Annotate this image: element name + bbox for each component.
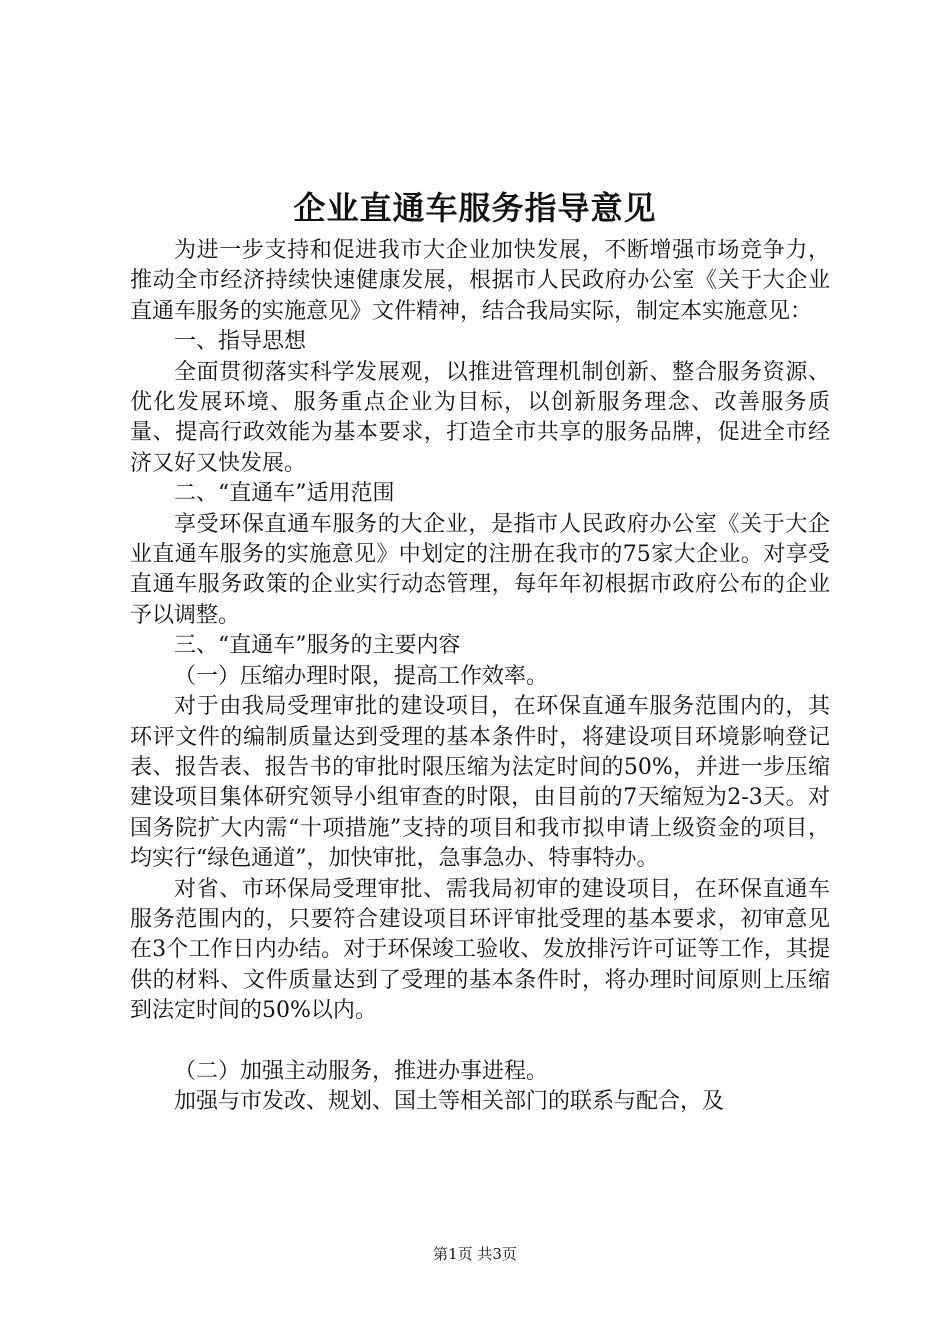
heading-guiding-ideology: 一、指导思想 (174, 329, 307, 355)
paragraph-scope: 享受环保直通车服务的大企业，是指市人民政府办公室《关于大企业直通车服务的实施意见》中划定的注册在我市的75家大企业。对享受直通车服务政策的企业实行动态管理，每年年初根据市政府公布的企业予以调整。 (130, 511, 830, 628)
paragraph-guiding-ideology: 全面贯彻落实科学发展观，以推进管理机制创新、整合服务资源、优化发展环境、服务重点企业为目标，以创新服务理念、改善服务质量、提高行政效能为基本要求，打造全市共享的服务品牌，促进全市经济又好又快发展。 (130, 359, 830, 476)
paragraph-intro: 为进一步支持和促进我市大企业加快发展，不断增强市场竞争力，推动全市经济持续快速健康发展，根据市人民政府办公室《关于大企业直通车服务的实施意见》文件精神，结合我局实际，制定本实施意见： (130, 238, 830, 324)
heading-main-content: 三、“直通车”服务的主要内容 (174, 633, 461, 659)
page-number: 第1页 共3页 (433, 1245, 517, 1263)
paragraph-compress-time-2: 对省、市环保局受理审批、需我局初审的建设项目，在环保直通车服务范围内的，只要符合建设项目环评审批受理的基本要求，初审意见在3个工作日内办结。对于环保竣工验收、发放排污许可证等工作，其提供的材料、文件质量达到了受理的基本条件时，将办理时间原则上压缩到法定时间的50%以内。 (130, 876, 830, 1024)
paragraph-compress-time-1: 对于由我局受理审批的建设项目，在环保直通车服务范围内的，其环评文件的编制质量达到受理的基本条件时，将建设项目环境影响登记表、报告表、报告书的审批时限压缩为法定时间的50%，并进一步压缩建设项目集体研究领导小组审查的时限，由目前的7天缩短为2-3天。对国务院扩大内需“十项措施”支持的项目和我市拟申请上级资金的项目，均实行“绿色通道”，加快审批，急事急办、特事特办。 (130, 694, 830, 872)
paragraph-active-service: 加强与市发改、规划、国土等相关部门的联系与配合，及 (174, 1088, 725, 1114)
heading-scope: 二、“直通车”适用范围 (174, 481, 395, 507)
document-title: 企业直通车服务指导意见 (293, 189, 657, 227)
subheading-active-service: （二）加强主动服务，推进办事进程。 (174, 1058, 549, 1084)
document-body (130, 236, 830, 1117)
subheading-compress-time: （一）压缩办理时限，提高工作效率。 (174, 663, 549, 689)
